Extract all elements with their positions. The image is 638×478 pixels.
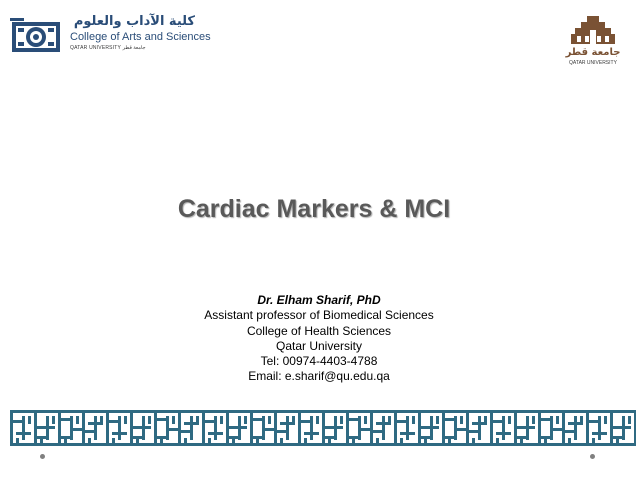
author-university: Qatar University	[275, 338, 363, 353]
university-arabic-name: جامعة قطر	[565, 47, 621, 58]
college-english-name: College of Arts and Sciences	[70, 31, 211, 43]
college-arabic-name: كلية الآداب والعلوم	[73, 14, 195, 29]
university-english-name: QATAR UNIVERSITY	[569, 60, 617, 66]
author-email: Email: e.sharif@qu.edu.qa	[248, 369, 390, 384]
author-position: Assistant professor of Biomedical Sciences	[204, 308, 434, 323]
left-dot	[40, 454, 45, 459]
building-emblem-icon	[571, 16, 615, 46]
slide-title: Cardiac Markers & MCI	[177, 195, 451, 223]
kufic-pattern-icon	[10, 410, 636, 446]
author-name: Dr. Elham Sharif, PhD	[257, 293, 381, 307]
college-subline: QATAR UNIVERSITY جامعة قطر	[70, 45, 146, 51]
author-college: College of Health Sciences	[246, 323, 392, 338]
college-logo	[10, 14, 211, 58]
university-logo	[563, 16, 623, 68]
author-info	[0, 293, 638, 385]
dome-emblem-icon	[10, 16, 62, 54]
right-dot	[590, 454, 595, 459]
author-tel: Tel: 00974-4403-4788	[260, 354, 378, 369]
